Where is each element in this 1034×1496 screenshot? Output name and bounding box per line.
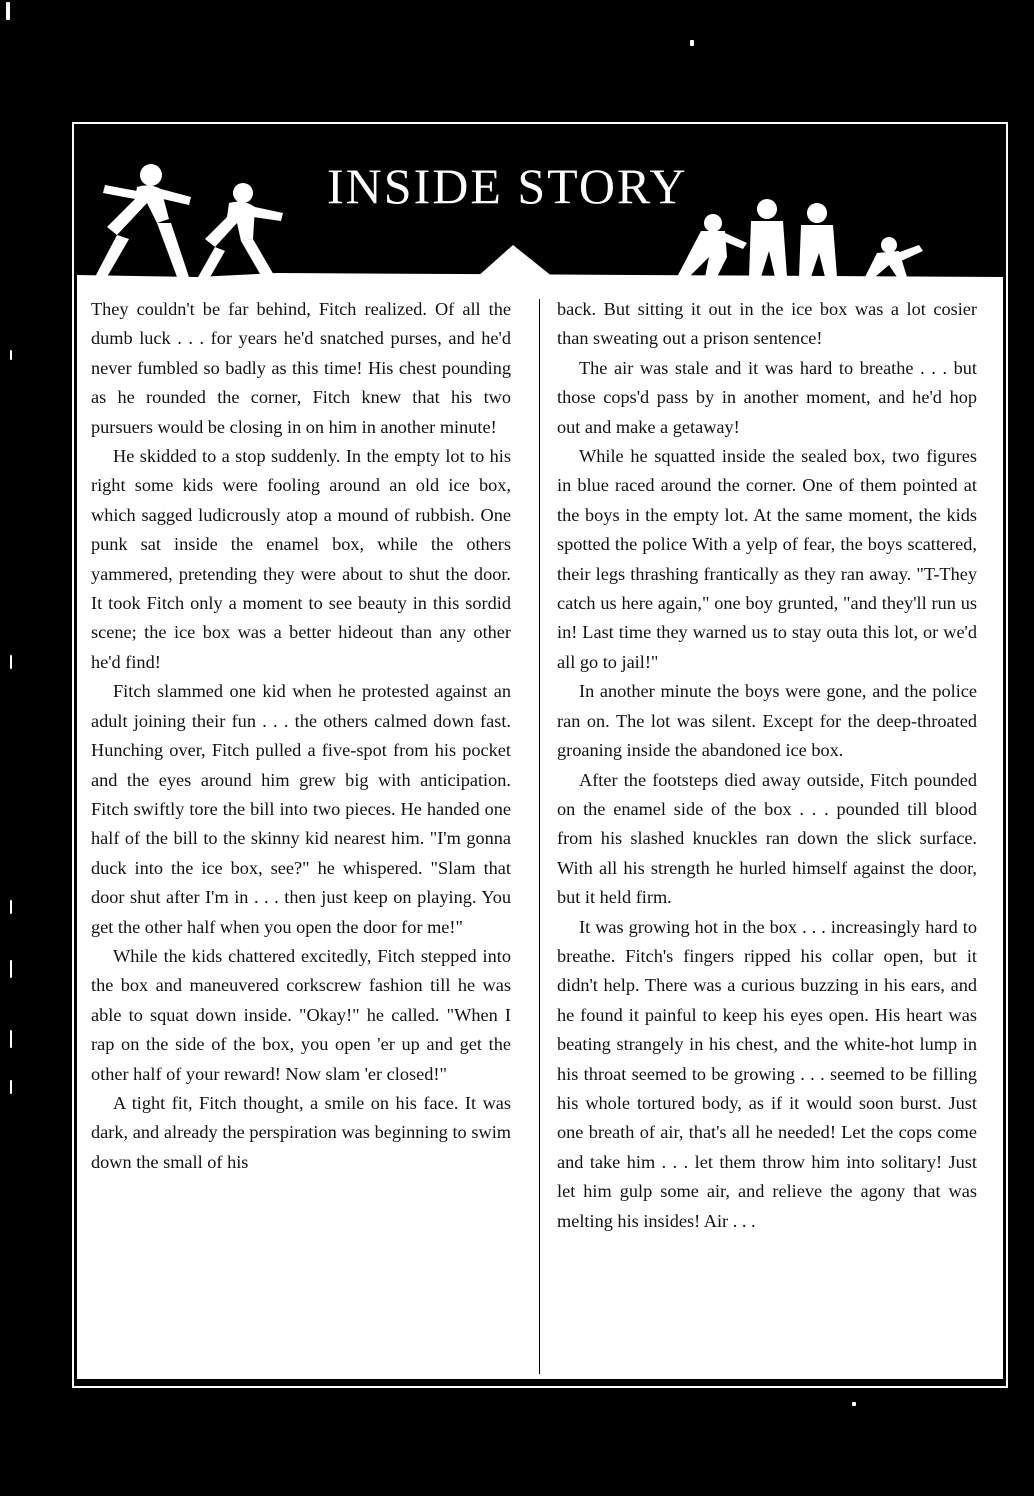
paragraph: While the kids chattered excitedly, Fitch stepped into the box and maneuvered corkscrew fashion till he was able to squat down inside. "Okay!" he called. "When I rap on the side of the box, you open 'er up and get the other half of your reward! Now slam 'er closed!"	[91, 945, 511, 1084]
scan-speck	[690, 40, 694, 46]
paragraph: In another minute the boys were gone, and the police ran on. The lot was silent. Except for the deep-throated groaning inside the abandoned ice box.	[557, 681, 977, 761]
scan-speck	[852, 1402, 856, 1406]
scan-speck	[10, 960, 12, 978]
scan-speck	[6, 2, 10, 20]
scan-speck	[10, 655, 12, 669]
bottom-rule	[77, 1379, 1003, 1383]
story-header	[77, 127, 1003, 287]
scan-speck	[10, 350, 12, 360]
right-text-column	[557, 295, 977, 1236]
paragraph: back. But sitting it out in the ice box was a lot cosier than sweating out a prison sentence!	[557, 299, 977, 349]
paragraph: He skidded to a stop suddenly. In the empty lot to his right some kids were fooling around an old ice box, which sagged ludicrously atop a mound of rubbish. One punk sat inside the enamel box, while the others yammered, pretending they were about to shut the door. It took Fitch only a moment to see beauty in this sordid scene; the ice box was a better hideout than any other he'd find!	[91, 446, 511, 672]
paragraph: It was growing hot in the box . . . increasingly hard to breathe. Fitch's fingers ripped his collar open, but it didn't help. There was a curious buzzing in his ears, and he found it painful to keep his eyes open. His heart was beating strangely in his chest, and the white-hot lump in his throat seemed to be growing . . . seemed to be filling his whole tortured body, as if it would soon burst. Just one breath of air, that's all he needed! Let the cops come and take him . . . let them throw him into solitary! Just let him gulp some air, and relieve the agony that was melting his insides! Air . . .	[557, 916, 977, 1231]
paragraph: After the footsteps died away outside, Fitch pounded on the enamel side of the box . . . pounded till blood from his slashed knuckles ran down the slick surface. With all his strength he hurled himself against the door, but it held firm.	[557, 769, 977, 908]
paragraph: A tight fit, Fitch thought, a smile on his face. It was dark, and already the perspiration was beginning to swim down the small of his	[91, 1092, 511, 1172]
story-title: INSIDE STORY	[327, 158, 688, 214]
paragraph: The air was stale and it was hard to breathe . . . but those cops'd pass by in another moment, and he'd hop out and make a getaway!	[557, 357, 977, 437]
column-divider	[539, 299, 540, 1374]
paragraph: They couldn't be far behind, Fitch realized. Of all the dumb luck . . . for years he'd snatched purses, and he'd never fumbled so badly as this time! His chest pounding as he rounded the corner, Fitch knew that his two pursuers would be closing in on him in another minute!	[91, 299, 511, 437]
scan-speck	[10, 1080, 12, 1094]
scan-speck	[10, 900, 12, 914]
paragraph: Fitch slammed one kid when he protested against an adult joining their fun . . . the others calmed down fast. Hunching over, Fitch pulled a five-spot from his pocket and the eyes around him grew big with anticipation. Fitch swiftly tore the bill into two pieces. He handed one half of the bill to the skinny kid nearest him. "I'm gonna duck into the ice box, see?" he whispered. "Slam that door shut after I'm in . . . then just keep on playing. You get the other half when you open the door for me!"	[91, 681, 511, 937]
scan-speck	[10, 1030, 12, 1048]
story-page	[74, 124, 1006, 1386]
left-text-column	[91, 295, 511, 1177]
paragraph: While he squatted inside the sealed box, two figures in blue raced around the corner. One of them pointed at the boys in the empty lot. At the same moment, the kids spotted the police With a yelp of fear, the boys scattered, their legs thrashing frantically as they ran away. "T-They catch us here again," one boy grunted, "and they'll run us in! Last time they warned us to stay outa this lot, or we'd all go to jail!"	[557, 446, 977, 672]
